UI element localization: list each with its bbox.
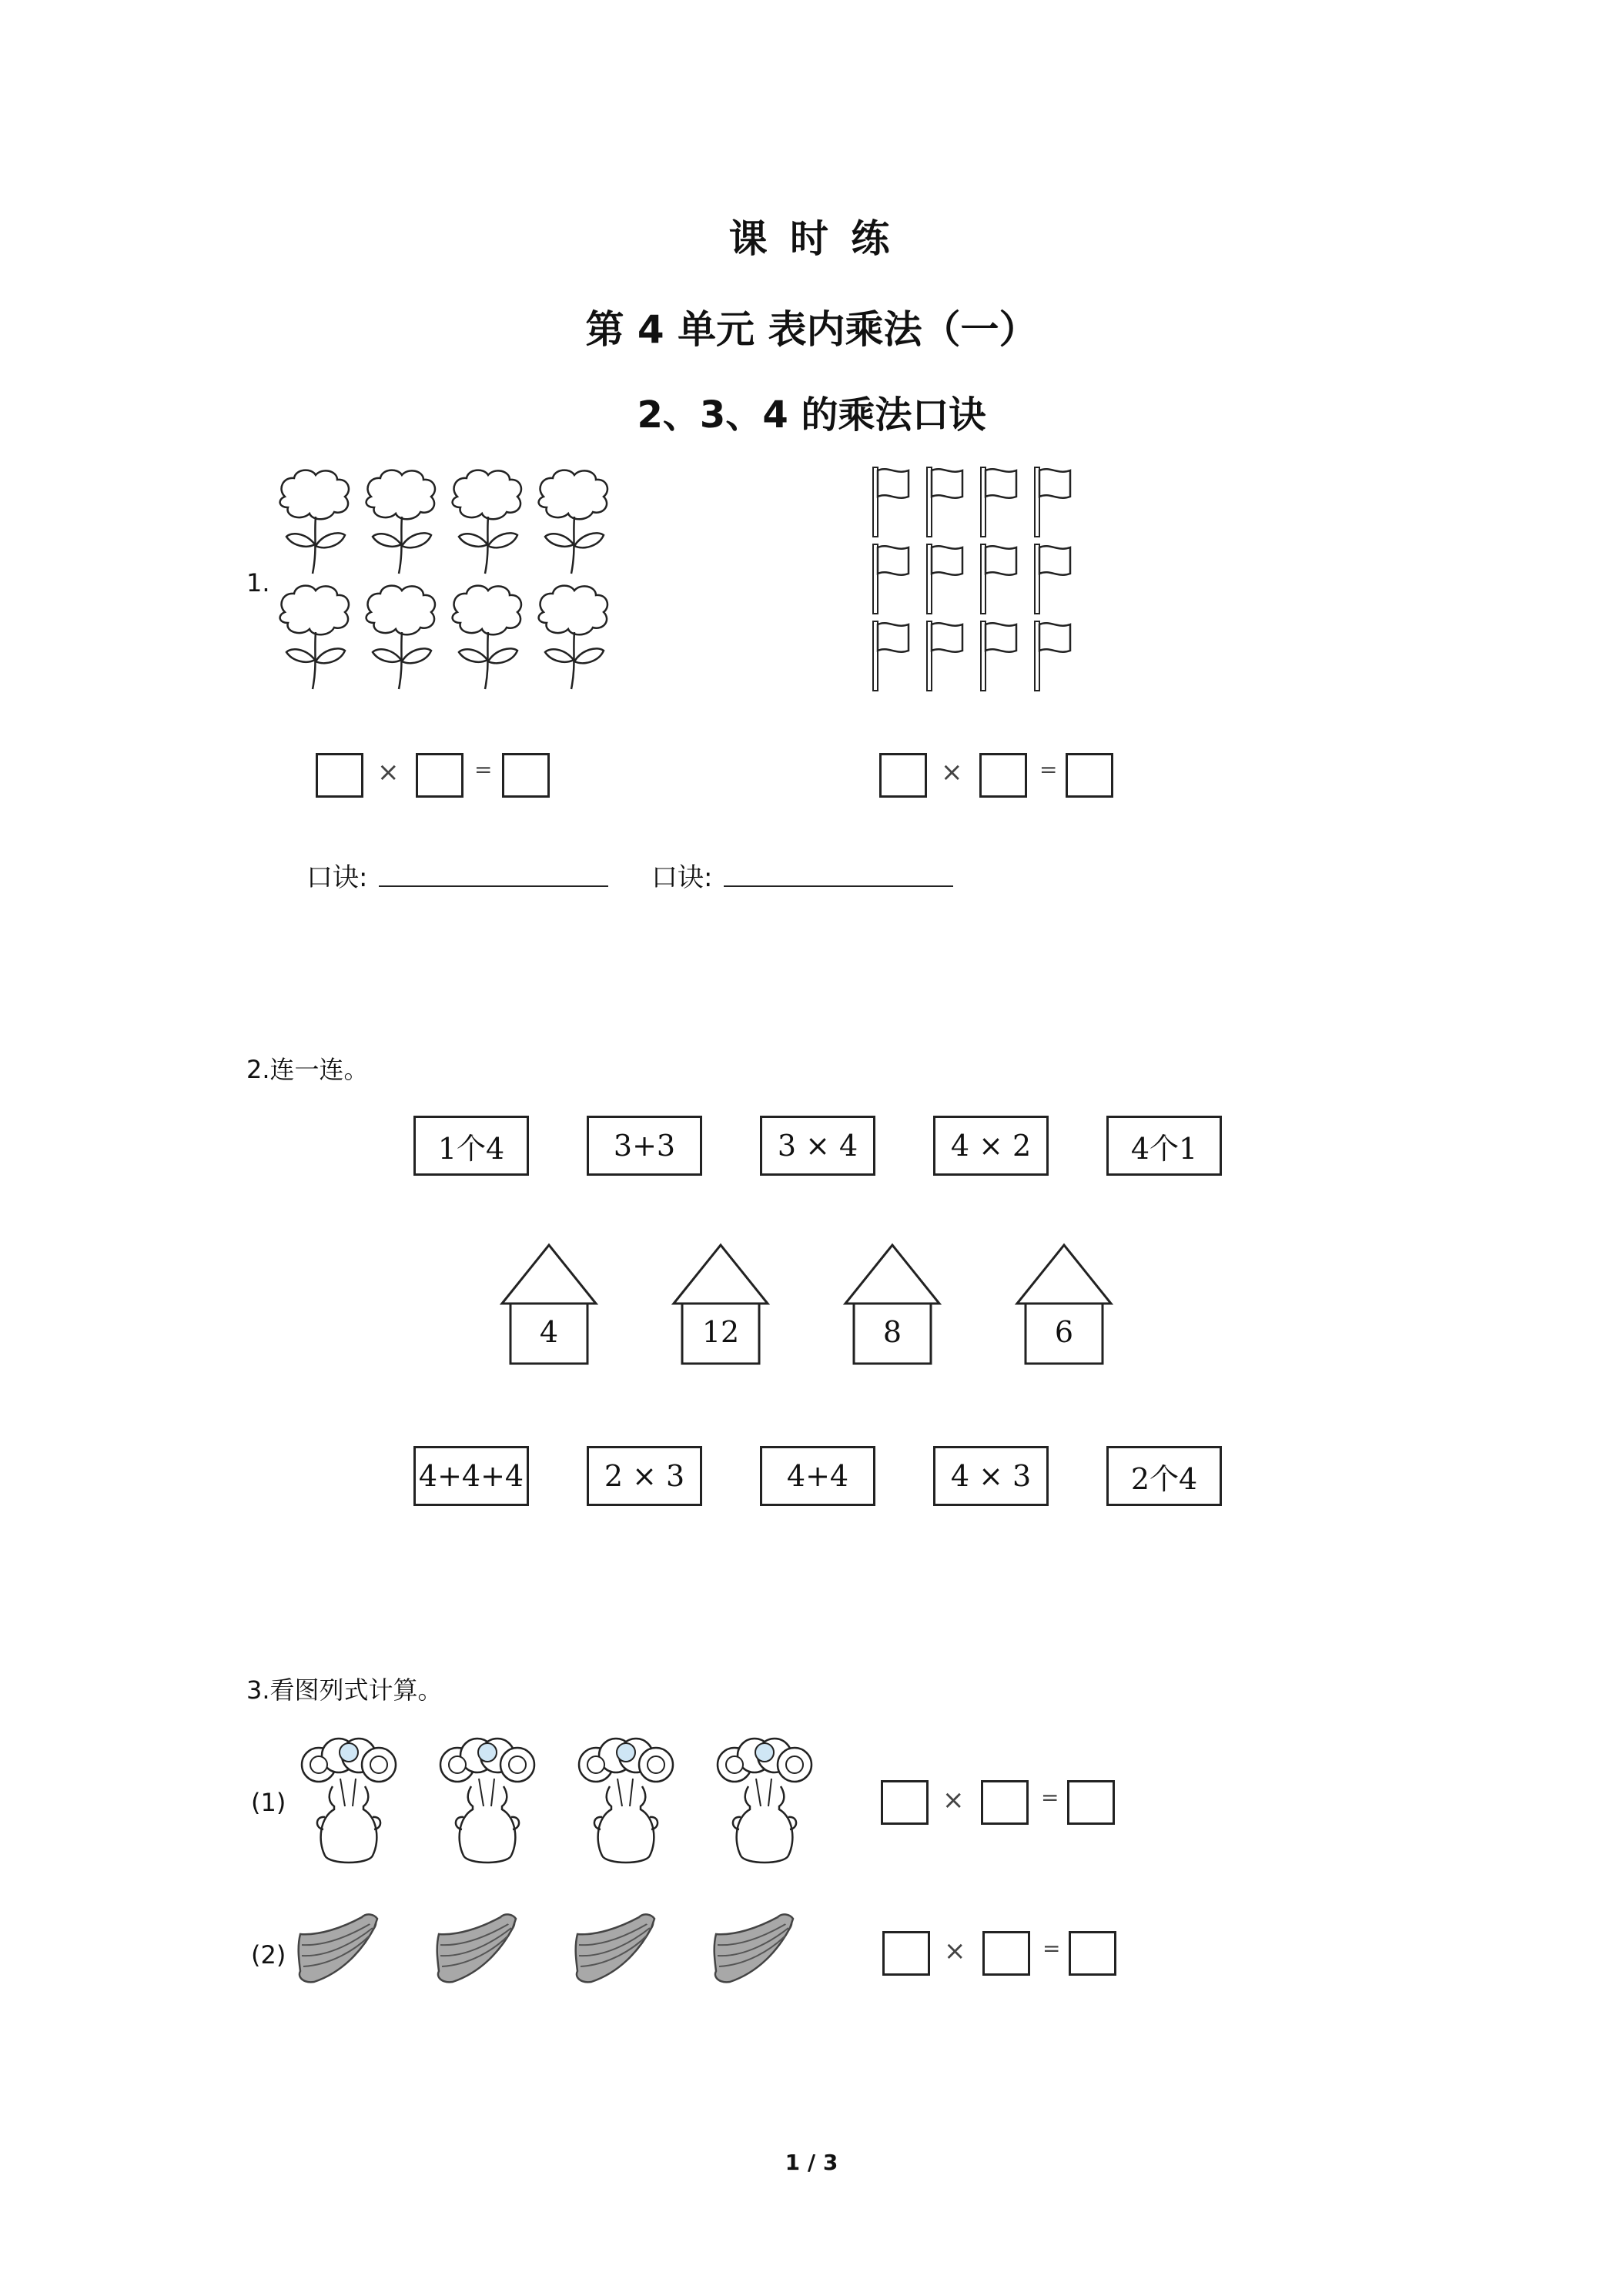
q3-item1-number: (1) [251,1788,286,1817]
match-box-top[interactable]: 3 × 4 [760,1116,875,1176]
q1-right-factor2-box[interactable] [979,753,1027,798]
q3-item2-number: (2) [251,1940,286,1970]
equals-sign: = [1042,1936,1061,1961]
match-box-bottom[interactable]: 4+4 [760,1446,875,1506]
q3-1-factor1-box[interactable] [881,1780,929,1825]
match-box-bottom[interactable]: 2个4 [1106,1446,1222,1506]
q1-label: 1. [246,568,270,597]
times-sign: × [941,757,963,788]
flag-group-illustration [870,466,1101,705]
q3-1-product-box[interactable] [1067,1780,1115,1825]
house-target[interactable] [499,1242,599,1365]
q3-2-product-box[interactable] [1069,1931,1116,1976]
lesson-title: 2、3、4 的乘法口诀 [637,393,986,437]
q1-right-product-box[interactable] [1066,753,1113,798]
match-box-top[interactable]: 4 × 2 [933,1116,1049,1176]
koujue-label-left: 口诀: [306,862,368,893]
equals-sign: = [1039,757,1058,782]
q3-2-factor2-box[interactable] [982,1931,1030,1976]
q2-label: 2.连一连。 [246,1055,369,1084]
flower-vase-illustration [294,1732,848,1879]
times-sign: × [944,1936,966,1966]
house-number: 12 [701,1315,740,1349]
page-number: 1 / 3 [785,2150,838,2175]
q1-left-factor1-box[interactable] [316,753,363,798]
page-title: 课 时 练 [728,216,895,261]
koujue-answer-line-right[interactable] [724,885,953,887]
house-target[interactable] [671,1242,771,1365]
match-box-top[interactable]: 1个4 [413,1116,529,1176]
koujue-label-right: 口诀: [651,862,713,893]
q3-2-factor1-box[interactable] [882,1931,930,1976]
q1-left-product-box[interactable] [502,753,550,798]
house-target[interactable] [842,1242,942,1365]
koujue-answer-line-left[interactable] [379,885,608,887]
flower-group-illustration [277,466,631,705]
unit-title: 第 4 单元 表内乘法（一） [585,307,1038,352]
match-box-bottom[interactable]: 2 × 3 [587,1446,702,1506]
equals-sign: = [1041,1785,1059,1810]
house-number: 4 [539,1315,559,1349]
match-box-top[interactable]: 3+3 [587,1116,702,1176]
times-sign: × [377,757,400,788]
match-box-top[interactable]: 4个1 [1106,1116,1222,1176]
match-box-bottom[interactable]: 4+4+4 [413,1446,529,1506]
q1-left-factor2-box[interactable] [416,753,463,798]
house-number: 6 [1054,1315,1074,1349]
times-sign: × [942,1785,965,1816]
q3-label: 3.看图列式计算。 [246,1675,443,1705]
q3-1-factor2-box[interactable] [981,1780,1029,1825]
house-target[interactable] [1014,1242,1114,1365]
equals-sign: = [474,757,493,782]
q1-right-factor1-box[interactable] [879,753,927,798]
house-number: 8 [882,1315,902,1349]
match-box-bottom[interactable]: 4 × 3 [933,1446,1049,1506]
banana-bunch-illustration [296,1913,850,1997]
